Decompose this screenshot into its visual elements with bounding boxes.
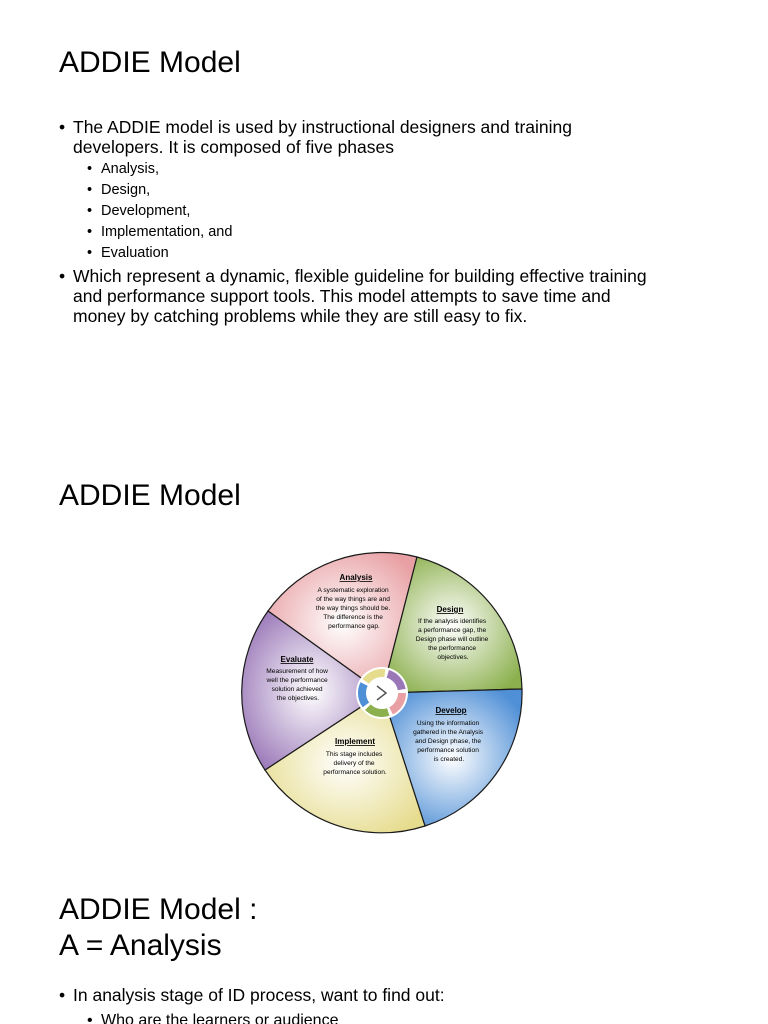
develop-line: gathered in the Analysis	[413, 729, 484, 736]
develop-title: Develop	[435, 706, 467, 715]
develop-line: is created.	[433, 756, 465, 763]
develop-line: Using the information	[416, 720, 480, 727]
phase-item-evaluation: • Evaluation	[73, 243, 729, 264]
analysis-line: A systematic exploration	[317, 587, 389, 594]
implement-line: This stage includes	[325, 751, 383, 758]
design-line: objectives.	[437, 654, 469, 661]
design-line: Design phase will outline	[415, 636, 489, 643]
analysis-line: of the way things are and	[316, 596, 390, 603]
analysis-question-item: • Who are the learners or audience	[73, 1010, 729, 1024]
develop-line: and Design phase, the	[415, 738, 482, 745]
slide-1-title: ADDIE Model	[59, 46, 241, 79]
bullet-text-line: In analysis stage of ID process, want to find out:	[73, 985, 445, 1005]
bullet-text-line: Which represent a dynamic, flexible guideline for building effective training	[73, 266, 647, 286]
phase-item-implementation: • Implementation, and	[73, 222, 729, 243]
slide-3-bullet-list	[59, 985, 729, 1024]
analysis-line: The difference is the	[323, 614, 383, 621]
bullet-addie-description	[59, 266, 729, 326]
bullet-text-line: and performance support tools. This model attempts to save time and	[73, 286, 611, 306]
develop-line: performance solution	[417, 747, 479, 754]
bullet-analysis-goal	[59, 985, 729, 1024]
slide-2-title: ADDIE Model	[59, 479, 241, 512]
evaluate-line: solution achieved	[271, 686, 323, 693]
slide-3	[0, 880, 768, 1024]
evaluate-line: Measurement of how	[266, 668, 328, 675]
implement-title: Implement	[334, 737, 376, 746]
design-title: Design	[436, 605, 464, 614]
bullet-text-line: The ADDIE model is used by instructional designers and training	[73, 117, 573, 137]
slide-3-title	[59, 892, 257, 964]
bullet-text-line: money by catching problems while they are still easy to fix.	[73, 306, 528, 326]
design-line: the performance	[428, 645, 477, 652]
slide-1	[0, 0, 768, 440]
analysis-question-list	[73, 1010, 729, 1024]
evaluate-line: the objectives.	[276, 695, 320, 702]
evaluate-title: Evaluate	[280, 655, 314, 664]
analysis-title: Analysis	[339, 573, 373, 582]
phase-item-analysis: • Analysis,	[73, 159, 729, 180]
phase-item-design: • Design,	[73, 180, 729, 201]
slide-3-title-line: ADDIE Model :	[59, 893, 258, 926]
center-cycle-ring	[356, 667, 408, 719]
addie-cycle-diagram	[236, 548, 532, 838]
bullet-text-line: developers. It is composed of five phases	[73, 137, 395, 157]
design-line: a performance gap, the	[417, 627, 487, 634]
phase-item-development: • Development,	[73, 201, 729, 222]
bullet-addie-intro	[59, 117, 729, 264]
implement-line: delivery of the	[333, 760, 375, 767]
implement-line: performance solution.	[323, 769, 387, 776]
slide-1-bullet-list	[59, 117, 729, 326]
evaluate-line: well the performance	[266, 677, 328, 684]
analysis-line: performance gap.	[328, 623, 380, 630]
design-line: If the analysis identifies	[417, 618, 487, 625]
slide-3-title-line: A = Analysis	[59, 929, 222, 962]
phase-list	[73, 159, 729, 264]
analysis-line: the way things should be.	[315, 605, 391, 612]
